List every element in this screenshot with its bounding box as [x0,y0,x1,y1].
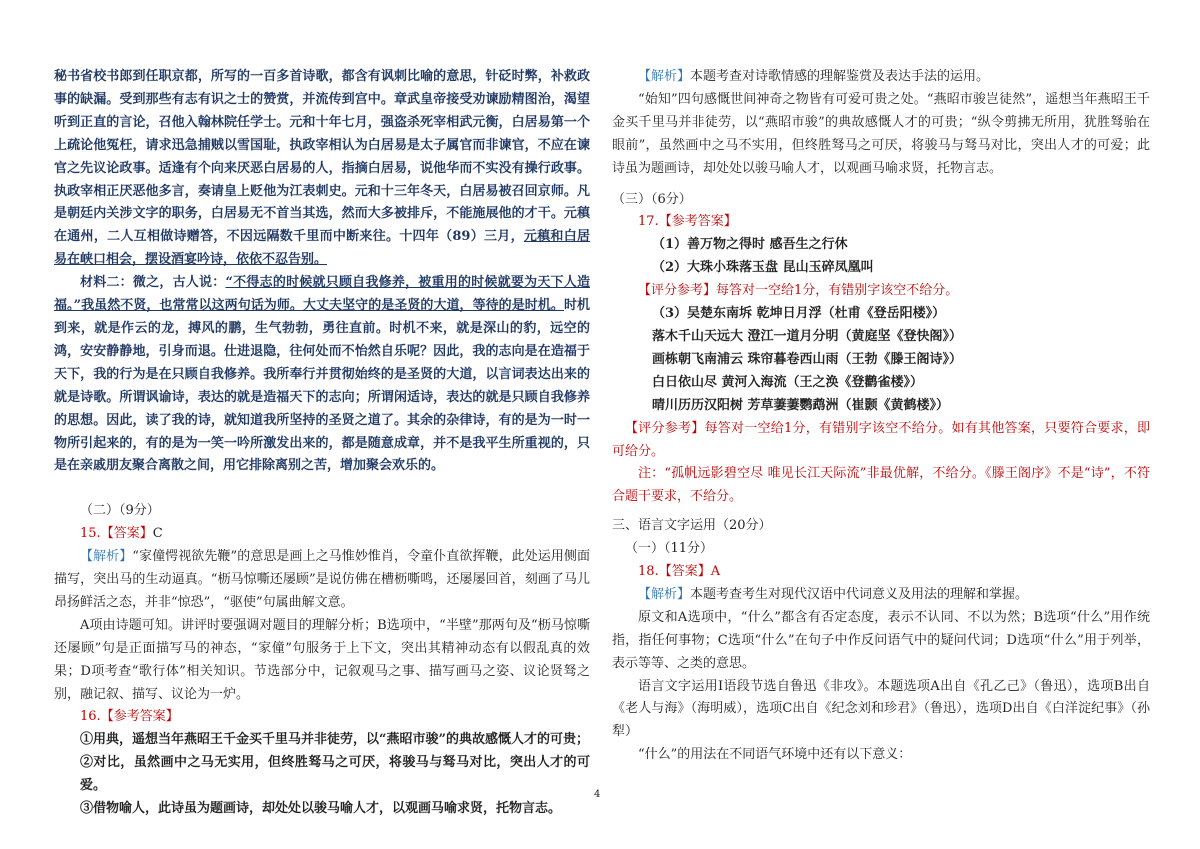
q16-number: 16. [80,709,101,725]
q18-answer-value: A [710,564,721,580]
q18-explanation-1: 原文和A选项中，“什么”都含有否定态度，表示不认同、不以为然；B选项“什么”用作统指，指任何事物；C选项“什么”在句子中作反问语气中的疑问代词；D选项“什么”用于列举，表示等等、之类的意思。 [612,609,1150,671]
q15-analysis-text: “家僮愕视欲先鞭”的意思是画上之马惟妙惟肖，令童仆直欲挥鞭，此处运用侧面描写，突出马的生动逼真。“枥马惊嘶还屡顾”是说仿佛在槽枥嘶鸣，还屡屡回首，刻画了马儿昂扬鲜活之态，并非“惊恐”，“驱使”句属曲解文意。 [54,549,590,610]
material-two-lead: 材料二：微之，古人说： [80,275,226,291]
scoring-note: 注：“孤帆远影碧空尽 唯见长江天际流”非最优解，不给分。《滕王阁序》不是“诗”，不符合题干要求，不给分。 [612,466,1150,505]
q18-number: 18. [638,564,659,580]
q18-analysis-tag: 【解析】 [638,586,691,602]
q17-answer-3: （3）吴楚东南坼 乾坤日月浮（杜甫《登岳阳楼》） [652,306,946,322]
section-three-heading: （三）（6分） [612,191,692,207]
q16-item: ①用典，遥想当年燕昭王千金买千里马并非徒劳，以“燕昭市骏”的典故感慨人才的可贵； [80,732,589,748]
q16-item: ③借物喻人，此诗虽为题画诗，却处处以骏马喻人才，以观画马喻求贤，托物言志。 [80,801,562,817]
q16-analysis-tag: 【解析】 [638,69,691,84]
q15-answer-tag: 【答案】 [100,526,153,542]
q17-answer-2: （2）大珠小珠落玉盘 昆山玉碎凤凰叫 [652,260,874,276]
q18-analysis [612,584,1150,607]
q16-analysis-intro: 本题考查对诗歌情感的理解鉴赏及表达手法的运用。 [690,69,990,84]
q16-analysis-body: “始知”四句感慨世间神奇之物皆有可爱可贵之处。“燕昭市骏岂徒然”，遥想当年燕昭王千金买千里马并非徒劳，以“燕昭市骏”的典故感慨人才的可贵；“纵令剪拂无所用，犹胜驽骀在眼前”，虽然画中之马不实用，但终胜驽马之可厌，将骏马与驽马对比，突出人才的可爱；此诗虽为题画诗，却处处以骏马喻人才，以观画马喻求贤，托物言志。 [612,91,1150,176]
q17-option: 画栋朝飞南浦云 珠帘暮卷西山雨（王勃《滕王阁诗》） [652,351,963,367]
q17-answer-1: （1）善万物之得时 感吾生之行休 [652,237,848,253]
left-column [54,66,590,821]
q15-analysis [54,546,590,615]
q16-heading [54,706,590,729]
q18-explanation-3: “什么”的用法在不同语气环境中还有以下意义： [638,747,912,763]
q15-answer [54,523,590,546]
scoring-reference-1: 【评分参考】每答对一空给1分，有错别字该空不给分。 [638,283,959,299]
subsection-one-heading: （一）（11分） [625,541,714,557]
material-one-text: 秘书省校书郎到任职京都，所写的一百多首诗歌，都含有讽刺比喻的意思，针砭时弊，补救政事的缺漏。受到那些有志有识之士的赞赏，并流传到宫中。章武皇帝接受劝谏励精图治，渴望听到正直的言论，召他入翰林院任学士。元和十年七月，强盗杀死宰相武元衡，白居易第一个上疏论他冤枉，请求迅急捕贼以雪国耻，执政宰相认为白居易是太子属官而非谏官，不应在谏官之先议论政事。适逢有个向来厌恶白居易的人，指摘白居易，说他华而不实没有操行政事。执政宰相正厌恶他多言，奏请皇上贬他为江表刺史。元和十三年冬天，白居易被召回京师。凡是朝廷内关涉文字的职务，白居易无不首当其选，然而大多被排斥，不能施展他的才干。元稹在通州，二人互相做诗赠答，不因远隔数千里而中断来往。十四年（89）三月， [54,69,590,245]
q18-explanation-2: 语言文字运用Ⅰ语段节选自鲁迅《非攻》。本题选项A出自《孔乙己》（鲁迅），选项B出自《老人与海》（海明威），选项C出自《纪念刘和珍君》（鲁迅），选项D出自《白洋淀纪事》（孙犁） [612,678,1150,740]
material-two-underlined: “不得志的时候就只顾自我修养，被重用的时候就要为天下人造福。”我虽然不贤，也常常以这两句话为师。大丈夫坚守的是圣贤的大道，等待的是时机。 [54,275,590,314]
page-number: 4 [594,789,601,800]
scoring-reference-2: 【评分参考】每答对一空给1分，有错别字该空不给分。如有其他答案，只要符合要求，即可给分。 [612,420,1150,459]
q15-analysis-tag: 【解析】 [80,549,133,565]
material-one-translation [54,66,590,272]
q17-answer-tag: 【参考答案】 [658,214,737,230]
q15-additional: A项由诗题可知。讲评时要强调对题目的理解分析；B选项中，“半壁”那两句及“枥马惊嘶还屡顾”句是正面描写马的神态，“家僮”句服务于上下文，突出其精神动态有以假乱真的效果；D项考查“歌行体”相关知识。节选部分中，记叙观马之事、描写画马之姿、议论贤驽之别，融记叙、描写、议论为一炉。 [54,617,590,702]
q17-number: 17. [638,214,659,230]
part-three-heading: 三、语言文字运用（20分） [612,518,772,534]
q17-option: 落木千山天远大 澄江一道月分明（黄庭坚《登快阁》） [652,328,963,344]
material-two-rest: 时机到来，就是作云的龙，搏风的鹏，生气勃勃，勇往直前。时机不来，就是深山的豹，远空的鸿，安安静静地，引身而退。仕进退隐，往何处而不怡然自乐呢？因此，我的志向是在造福于天下，我的行为是在只顾自我修养。我所奉行并贯彻始终的是圣贤的大道，以言词表达出来的就是诗歌。所谓讽谕诗，表达的就是造福天下的志向；所谓闲适诗，表达的就是只顾自我修养的思想。因此，读了我的诗，就知道我所坚持的圣贤之道了。其余的杂律诗，有的是为一时一物所引起来的，有的是为一笑一吟所激发出来的，都是随意成章，并不是我平生所重视的，只是在亲戚朋友聚合离散之间，用它排除离别之苦，增加聚会欢乐的。 [54,298,590,474]
q16-answer-tag: 【参考答案】 [100,709,179,725]
right-column [612,66,1150,767]
q17-heading [612,211,1150,234]
q16-item: ②对比，虽然画中之马无实用，但终胜驽马之可厌，将骏马与驽马对比，突出人才的可爱。 [80,755,590,794]
q17-option: 晴川历历汉阳树 芳草萋萋鹦鹉洲（崔颢《黄鹤楼》） [652,397,950,413]
q16-analysis [612,66,1150,89]
q17-option: 白日依山尽 黄河入海流（王之涣《登鹳雀楼》） [652,374,924,390]
q18-answer-tag: 【答案】 [658,564,711,580]
section-two-heading: （二）（9分） [80,503,160,519]
q15-answer-value: C [152,526,163,542]
material-two-translation [54,272,590,478]
q18-analysis-text: 本题考查考生对现代汉语中代词意义及用法的理解和掌握。 [690,586,1029,602]
material-one-underlined: 元稹和白居易在峡口相会，摆设酒宴吟诗，依依不忍告别。 [54,229,590,268]
q18-answer [612,561,1150,584]
q15-number: 15. [80,526,101,542]
